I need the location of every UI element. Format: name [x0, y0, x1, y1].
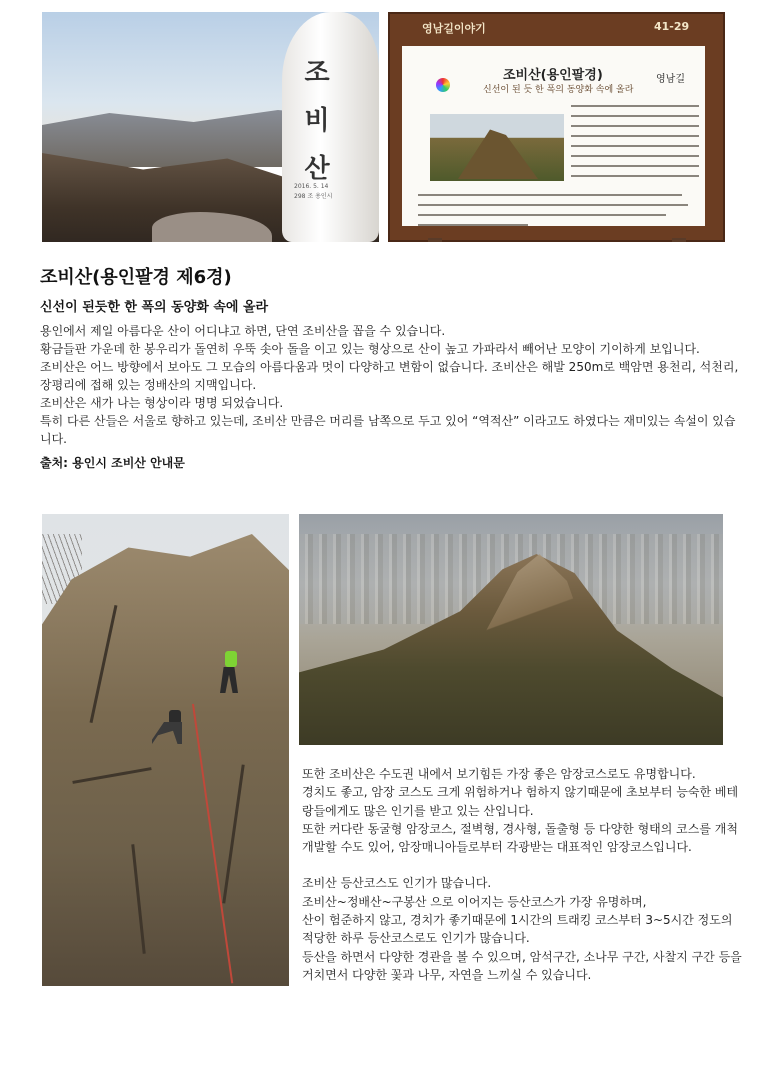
- info-line: 조비산~정배산~구봉산 으로 이어지는 등산코스가 가장 유명하며,: [302, 894, 647, 909]
- photo-info-board: [388, 12, 725, 242]
- climber: [225, 651, 237, 667]
- description-line: 용인에서 제일 아름다운 산이 어디냐고 하면, 단연 조비산을 꼽을 수 있습니다.: [40, 324, 446, 338]
- info-line: 또한 커다란 동굴형 암장코스, 절벽형, 경사형, 돌출형 등 다양한 형태의 코스를 개척 개발할 수도 있어, 암장매니아들로부터 각광받는 대표적인 암장코스입니다.: [302, 821, 738, 855]
- photo-mountain-peak: [299, 514, 723, 745]
- description-line: 조비산은 어느 방향에서 보아도 그 모습의 아름다움과 멋이 다양하고 변함이 없습니다. 조비산은 해발 250m로 백암면 용천리, 석천리, 장평리에 접해 있는 정배산의 지맥입니다.: [40, 360, 739, 392]
- stone-char: 조: [304, 58, 330, 88]
- description-line: 황금들판 가운데 한 봉우리가 돌연히 우뚝 솟아 돌을 이고 있는 형상으로 산이 높고 가파라서 빼어난 모양이 기이하게 보입니다.: [40, 342, 700, 356]
- info-line: 산이 험준하지 않고, 경치가 좋기때문에 1시간의 트래킹 코스부터 3~5시간 정도의 적당한 하루 등산코스로도 인기가 많습니다.: [302, 913, 733, 946]
- rock-face: [42, 534, 289, 986]
- info-line: 또한 조비산은 수도권 내에서 보기힘든 가장 좋은 암장코스로도 유명합니다.: [302, 767, 696, 781]
- description: [40, 322, 740, 448]
- board-title: 조비산(용인팔경): [503, 68, 603, 83]
- photo-stone-monument: [42, 12, 379, 242]
- board-subtitle: 신선이 된 듯 한 폭의 동양화 속에 올라: [483, 85, 634, 95]
- board-number: 41-29: [654, 20, 690, 33]
- photo-rock-climbing: [42, 514, 289, 986]
- description-line: 조비산은 새가 나는 형상이라 명명 되었습니다.: [40, 396, 284, 410]
- board-header: 영남길이야기: [422, 22, 486, 35]
- climbing-hiking-info: [302, 765, 742, 984]
- board-post: [428, 238, 442, 242]
- info-line: 등산을 하면서 다양한 경관을 볼 수 있으며, 암석구간, 소나무 구간, 사찰지 구간 등을 거치면서 다양한 꽃과 나무, 자연을 느끼실 수 있습니다.: [302, 949, 742, 982]
- gyeonggi-logo-icon: [436, 78, 450, 92]
- stone-char: 비: [304, 106, 330, 136]
- source-credit: 출처: 용인시 조비산 안내문: [40, 456, 185, 470]
- board-body-text: [571, 105, 699, 185]
- stone-engraving: 2016. 5. 14: [294, 183, 329, 190]
- stone-char: 산: [304, 154, 330, 184]
- description-line: 특히 다른 산들은 서울로 향하고 있는데, 조비산 만큼은 머리를 남쪽으로 두고 있어 “역적산” 이라고도 하였다는 재미있는 속설이 있습니다.: [40, 414, 736, 446]
- page-title: 조비산(용인팔경 제6경): [40, 267, 232, 288]
- stone-engraving: 298 조 용인시: [294, 193, 333, 200]
- board-post: [672, 238, 686, 242]
- board-body-text: [418, 194, 693, 234]
- info-line: 조비산 등산코스도 인기가 많습니다.: [302, 876, 492, 891]
- board-brand: 영남길: [656, 74, 685, 85]
- page-subtitle: 신선이 된듯한 한 폭의 동양화 속에 올라: [40, 300, 269, 315]
- info-line: 경치도 좋고, 암장 코스도 크게 위험하거나 험하지 않기때문에 초보부터 능숙한 베테랑들에게도 많은 인기를 받고 있는 산입니다.: [302, 785, 739, 818]
- climber: [169, 710, 181, 724]
